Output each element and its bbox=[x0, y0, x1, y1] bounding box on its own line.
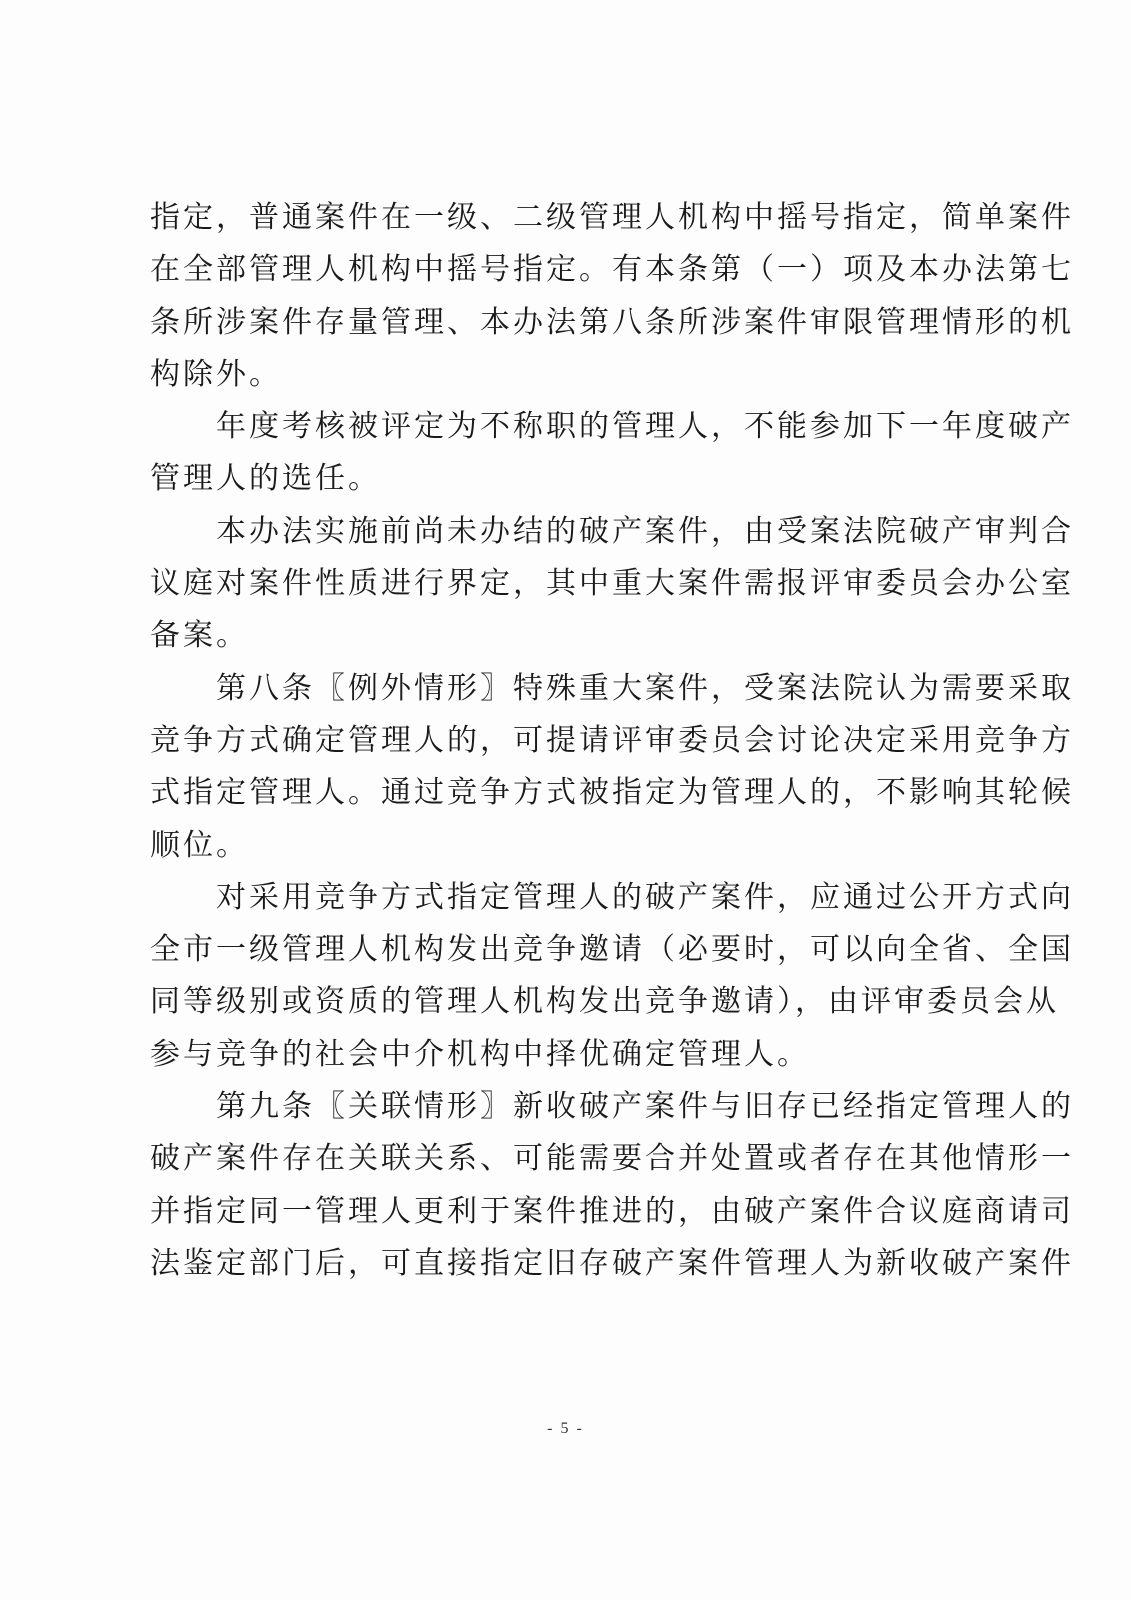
text-line: 同等级别或资质的管理人机构发出竞争邀请），由评审委员会从 bbox=[150, 984, 1059, 1020]
text-line: 全市一级管理人机构发出竞争邀请（必要时，可以向全省、全国 bbox=[150, 932, 1074, 968]
text-line: 条所涉案件存量管理、本办法第八条所涉案件审限管理情形的机 bbox=[150, 304, 1074, 340]
text-line: 顺位。 bbox=[150, 827, 249, 863]
text-line: 对采用竞争方式指定管理人的破产案件，应通过公开方式向 bbox=[150, 879, 1074, 915]
text-line: 备案。 bbox=[150, 618, 249, 654]
text-line: 并指定同一管理人更利于案件推进的，由破产案件合议庭商请司 bbox=[150, 1193, 1074, 1229]
text-line: 竞争方式确定管理人的，可提请评审委员会讨论决定采用竞争方 bbox=[150, 722, 1074, 758]
page-number: - 5 - bbox=[547, 1420, 584, 1437]
text-line: 议庭对案件性质进行界定，其中重大案件需报评审委员会办公室 bbox=[150, 566, 1074, 602]
text-line: 式指定管理人。通过竞争方式被指定为管理人的，不影响其轮候 bbox=[150, 775, 1074, 811]
text-line: 破产案件存在关联关系、可能需要合并处置或者存在其他情形一 bbox=[150, 1141, 1074, 1177]
text-line: 构除外。 bbox=[150, 356, 282, 392]
text-line: 第九条〖关联情形〗新收破产案件与旧存已经指定管理人的 bbox=[150, 1089, 1074, 1125]
text-line: 管理人的选任。 bbox=[150, 461, 381, 497]
text-line: 指定，普通案件在一级、二级管理人机构中摇号指定，简单案件 bbox=[150, 200, 1074, 235]
text-line: 本办法实施前尚未办结的破产案件，由受案法院破产审判合 bbox=[150, 513, 1074, 549]
body-text bbox=[150, 192, 1074, 1290]
text-line: 在全部管理人机构中摇号指定。有本条第（一）项及本办法第七 bbox=[150, 252, 1074, 288]
text-line: 法鉴定部门后，可直接指定旧存破产案件管理人为新收破产案件 bbox=[150, 1245, 1074, 1281]
text-line: 参与竞争的社会中介机构中择优确定管理人。 bbox=[150, 1036, 810, 1072]
text-line: 年度考核被评定为不称职的管理人，不能参加下一年度破产 bbox=[150, 409, 1074, 445]
text-line: 第八条〖例外情形〗特殊重大案件，受案法院认为需要采取 bbox=[150, 670, 1074, 706]
